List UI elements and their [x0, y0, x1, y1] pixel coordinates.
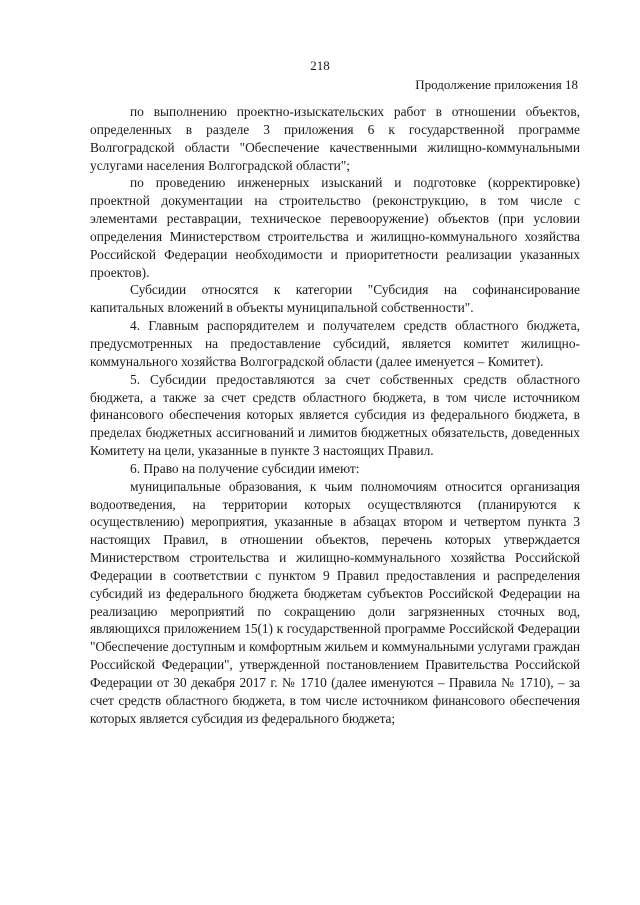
- paragraph: Субсидии относятся к категории "Субсидия на софинансирование капитальных вложений в объекты муниципальной собственности".: [90, 282, 580, 316]
- page-number: 218: [310, 58, 330, 73]
- appendix-continuation-label: Продолжение приложения 18: [415, 77, 578, 92]
- paragraph: 6. Право на получение субсидии имеют:: [130, 460, 360, 476]
- document-body: [90, 103, 580, 728]
- paragraph: 5. Субсидии предоставляются за счет собственных средств областного бюджета, а также за счет средств областного бюджета, в том числе источником финансового обеспечения которых является субсидия из федерального бюджета, в пределах бюджетных ассигнований и лимитов бюджетных обязательств, доведенных Комитету на цели, указанные в пункте 3 настоящих Правил.: [90, 371, 580, 459]
- paragraph: 4. Главным распорядителем и получателем средств областного бюджета, предусмотренных на предоставление субсидий, является комитет жилищно-коммунального хозяйства Волгоградской области (далее именуется – Комитет).: [90, 318, 580, 369]
- paragraph: по выполнению проектно-изыскательских работ в отношении объектов, определенных в разделе 3 приложения 6 к государственной программе Волгоградской области "Обеспечение качественными жилищно-коммунальными услугами населения Волгоградской области";: [90, 104, 580, 173]
- paragraph: муниципальные образования, к чьим полномочиям относится организация водоотведения, на территории которых осуществляются (планируются к осуществлению) мероприятия, указанные в абзацах втором и четвертом пункта 3 настоящих Правил, в отношении объектов, перечень которых утверждается Министерством строительства и жилищно-коммунального хозяйства Российской Федерации в соответствии с пунктом 9 Правил предоставления и распределения субсидий из федерального бюджета бюджетам субъектов Российской Федерации на реализацию мероприятий по сокращению доли загрязненных сточных вод, являющихся приложением 15(1) к государственной программе Российской Федерации "Обеспечение доступным и комфортным жильем и коммунальными услугами граждан Российской Федерации", утвержденной постановлением Правительства Российской Федерации от 30 декабря 2017 г. № 1710 (далее именуются – Правила № 1710), – за счет средств областного бюджета, в том числе источником финансового обеспечения которых является субсидия из федерального бюджета;: [90, 478, 580, 726]
- paragraph: по проведению инженерных изысканий и подготовке (корректировке) проектной документации на строительство (реконструкцию, в том числе с элементами реставрации, техническое перевооружение) объектов (при условии определения Министерством строительства и жилищно-коммунального хозяйства Российской Федерации необходимости и приоритетности реализации указанных проектов).: [90, 175, 580, 280]
